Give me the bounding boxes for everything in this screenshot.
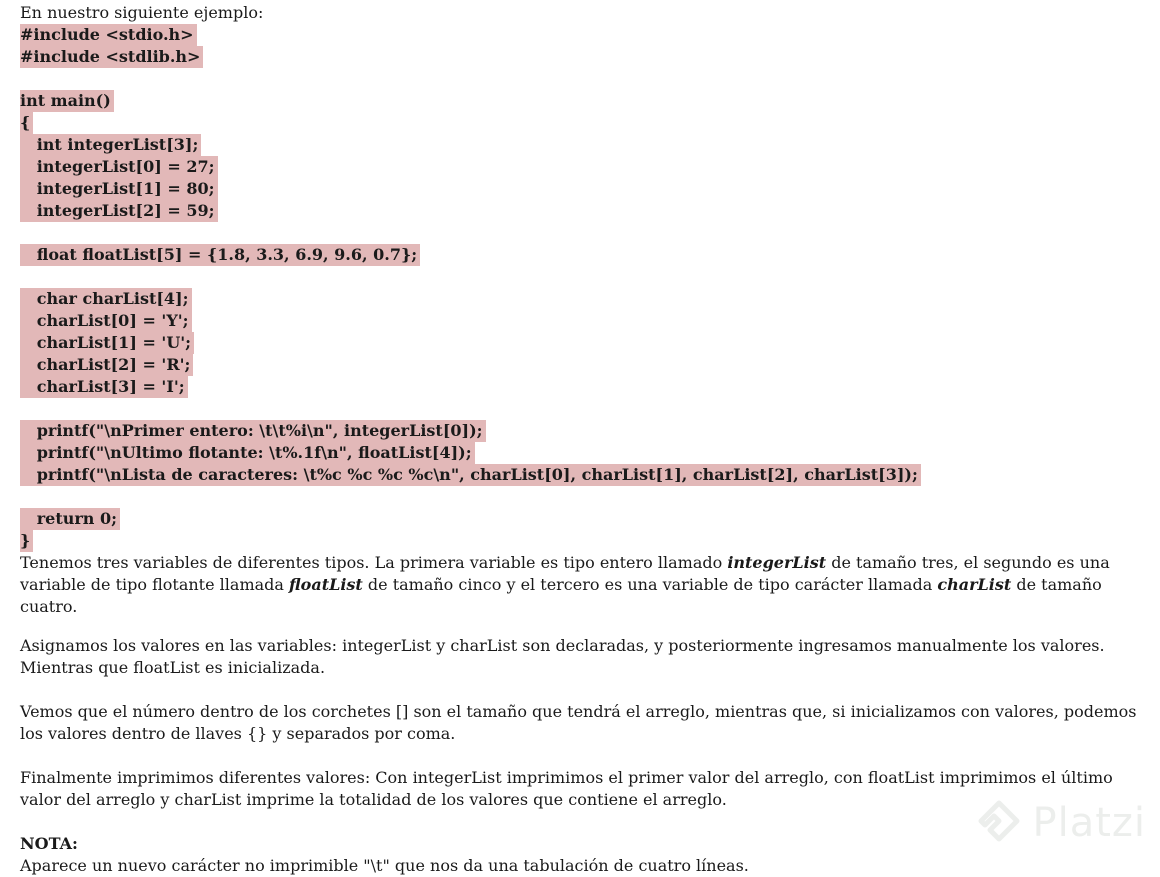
code-line: [20, 398, 1140, 420]
code-text: return 0;: [20, 508, 120, 530]
code-line: [20, 244, 1140, 266]
code-line: [20, 266, 1140, 288]
code-line: [20, 376, 1140, 398]
code-text: printf("\nLista de caracteres: \t%c %c %c %c\n", charList[0], charList[1], charList[2], charList[3]);: [20, 464, 921, 486]
code-line: [20, 90, 1140, 112]
code-text: #include <stdio.h>: [20, 24, 197, 46]
code-text: charList[3] = 'I';: [20, 376, 188, 398]
code-line: [20, 530, 1140, 552]
paragraph-assignment: Asignamos los valores en las variables: integerList y charList son declaradas, y posteriormente ingresamos manualmente los valores. Mientras que floatList es inicializada.: [20, 636, 1105, 677]
code-text: }: [20, 530, 33, 552]
code-text: {: [20, 112, 33, 134]
code-line: [20, 310, 1140, 332]
code-text: integerList[1] = 80;: [20, 178, 218, 200]
paragraph-variables: [20, 552, 1140, 618]
code-line: [20, 222, 1140, 244]
para1-text-4: de tamaño cuatro.: [20, 575, 1102, 616]
code-line: [20, 486, 1140, 508]
note-text: Aparece un nuevo carácter no imprimible "\t" que nos da una tabulación de cuatro líneas.: [20, 856, 749, 875]
code-line: [20, 178, 1140, 200]
code-text: charList[0] = 'Y';: [20, 310, 192, 332]
platzi-logo-icon: [976, 800, 1022, 846]
code-text: char charList[4];: [20, 288, 192, 310]
code-line: [20, 24, 1140, 46]
code-text: integerList[2] = 59;: [20, 200, 218, 222]
code-line: [20, 112, 1140, 134]
code-line: [20, 200, 1140, 222]
paragraph-printing: Finalmente imprimimos diferentes valores: Con integerList imprimimos el primer valor del arreglo, con floatList imprimimos el último valor del arreglo y charList imprime la totalidad de los valores que contiene el arreglo.: [20, 768, 1113, 809]
platzi-watermark: [976, 800, 1146, 846]
code-text: printf("\nPrimer entero: \t\t%i\n", integerList[0]);: [20, 420, 486, 442]
code-line: [20, 442, 1140, 464]
term-charlist: charList: [937, 575, 1012, 594]
paragraph-brackets: Vemos que el número dentro de los corchetes [] son el tamaño que tendrá el arreglo, mientras que, si inicializamos con valores, podemos los valores dentro de llaves {} y separados por coma.: [20, 702, 1137, 743]
note-title: NOTA:: [20, 834, 78, 853]
code-line: [20, 464, 1140, 486]
code-text: printf("\nUltimo flotante: \t%.1f\n", floatList[4]);: [20, 442, 475, 464]
para1-text-1: Tenemos tres variables de diferentes tipos. La primera variable es tipo entero llamado: [20, 553, 728, 572]
code-text: float floatList[5] = {1.8, 3.3, 6.9, 9.6, 0.7};: [20, 244, 420, 266]
code-text: int main(): [20, 90, 114, 112]
code-text: charList[1] = 'U';: [20, 332, 194, 354]
code-block: [20, 24, 1140, 552]
watermark-text: Platzi: [1032, 800, 1146, 846]
intro-text: En nuestro siguiente ejemplo:: [20, 3, 264, 22]
code-line: [20, 332, 1140, 354]
code-line: [20, 354, 1140, 376]
code-text: integerList[0] = 27;: [20, 156, 218, 178]
code-line: [20, 508, 1140, 530]
code-text: int integerList[3];: [20, 134, 201, 156]
code-text: #include <stdlib.h>: [20, 46, 203, 68]
code-line: [20, 288, 1140, 310]
code-line: [20, 46, 1140, 68]
para1-text-3: de tamaño cinco y el tercero es una variable de tipo carácter llamada: [362, 575, 938, 594]
term-floatlist: floatList: [289, 575, 363, 594]
code-line: [20, 68, 1140, 90]
term-integerlist: integerList: [727, 553, 827, 572]
code-line: [20, 156, 1140, 178]
code-text: charList[2] = 'R';: [20, 354, 193, 376]
code-line: [20, 134, 1140, 156]
para1-text-2: de tamaño tres, el segundo es una variable de tipo flotante llamada: [20, 553, 1110, 594]
document-body: [20, 2, 1140, 877]
code-line: [20, 420, 1140, 442]
